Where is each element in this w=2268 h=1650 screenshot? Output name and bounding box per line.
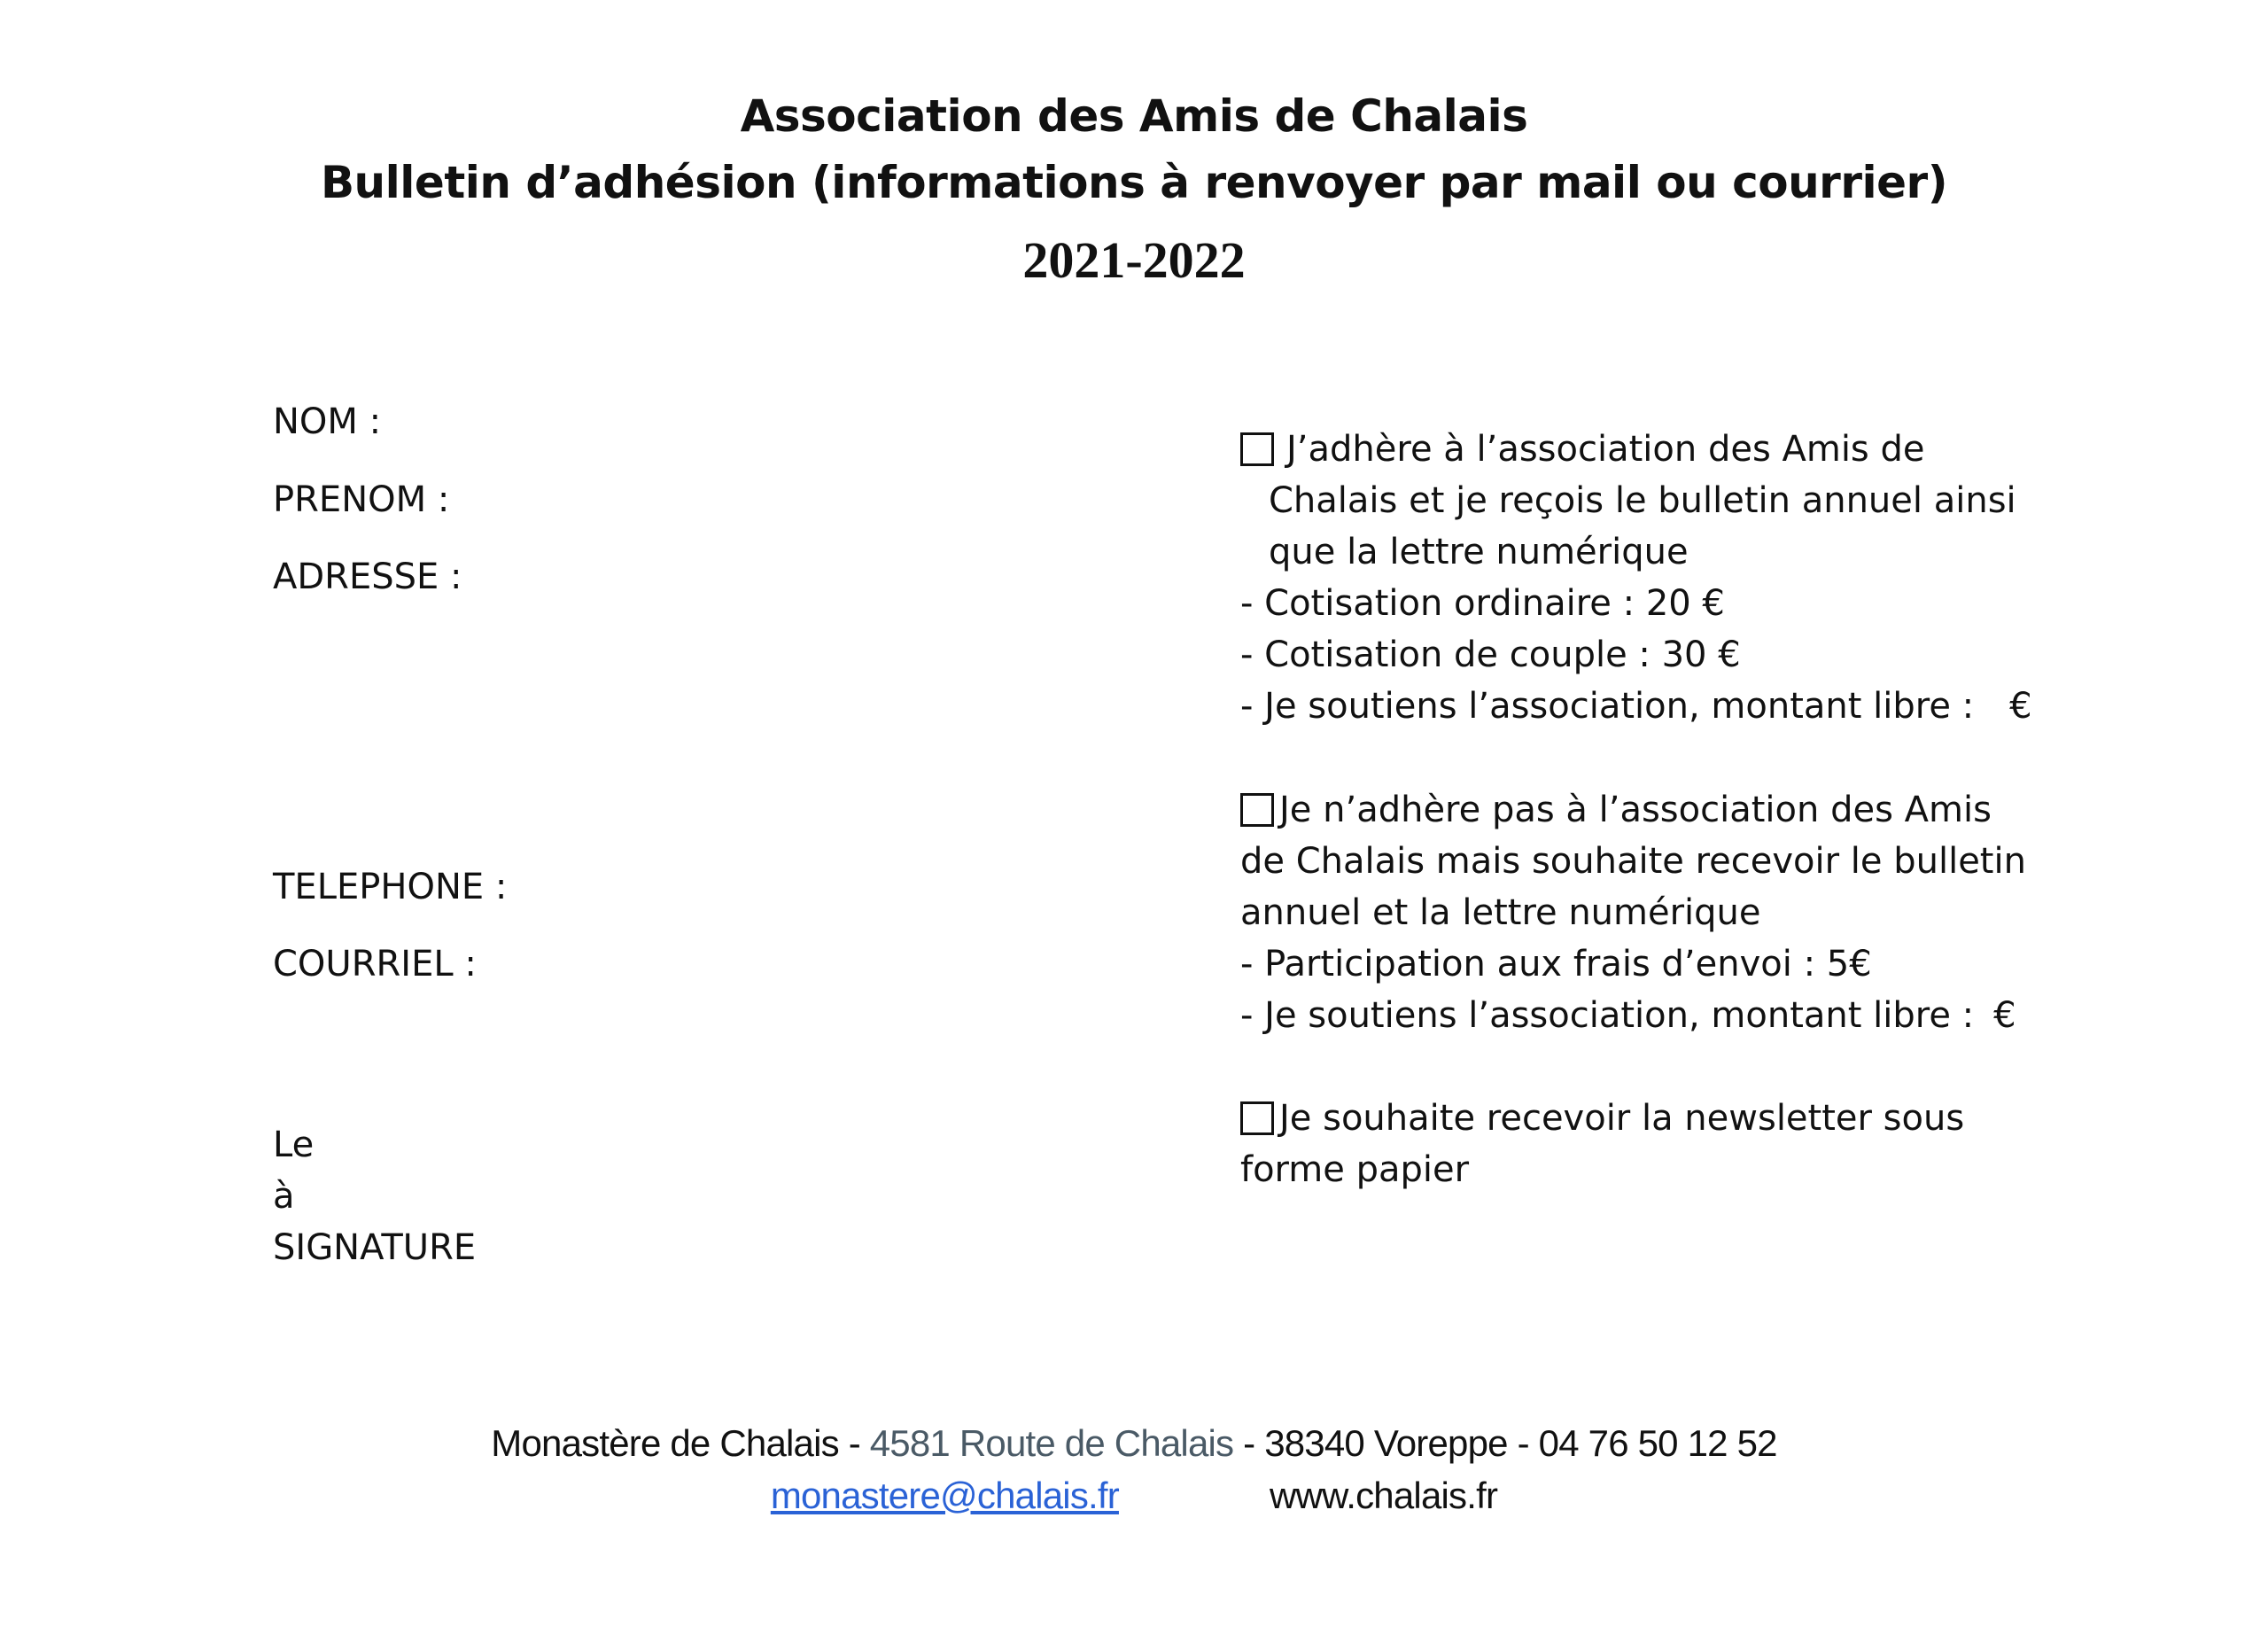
option-bulletin-line1: Je n’adhère pas à l’association des Amis	[1240, 784, 2126, 836]
footer-address	[0, 1422, 2268, 1465]
website-text: www.chalais.fr	[1269, 1475, 1498, 1516]
document-year: 2021-2022	[1022, 231, 1246, 289]
support-amount-label: - Je soutiens l’association, montant libre :	[1240, 995, 1975, 1036]
option-paper-newsletter	[1240, 1093, 2126, 1195]
footer-contact	[0, 1475, 2268, 1517]
bulletin-only-checkbox[interactable]	[1240, 793, 1274, 827]
footer-street: 4581 Route de Chalais	[869, 1422, 1234, 1464]
support-amount-item	[1240, 990, 2126, 1041]
paper-newsletter-checkbox[interactable]	[1240, 1101, 1274, 1135]
option-membership-line1: J’adhère à l’association des Amis de	[1240, 424, 2126, 475]
prenom-label: PRENOM :	[273, 479, 450, 520]
document-title: Association des Amis de Chalais	[740, 90, 1528, 142]
shipping-fee-item: - Participation aux frais d’envoi : 5€	[1240, 944, 1872, 985]
support-amount-euro: €	[1993, 995, 2016, 1036]
footer-name: Monastère de Chalais -	[491, 1422, 870, 1464]
ordinary-fee-item: - Cotisation ordinaire : 20 €	[1240, 583, 1725, 624]
footer-city-phone: - 38340 Voreppe - 04 76 50 12 52	[1233, 1422, 1777, 1464]
option-membership	[1240, 424, 2126, 732]
option-bulletin-only	[1240, 784, 2126, 1041]
email-link[interactable]: monastere@chalais.fr	[770, 1475, 1119, 1516]
free-amount-item	[1240, 681, 2126, 732]
document-subtitle: Bulletin d’adhésion (informations à renvoyer par mail ou courrier)	[320, 157, 1948, 208]
date-label: Le	[273, 1125, 315, 1165]
option-newsletter-line1: Je souhaite recevoir la newsletter sous	[1240, 1093, 2126, 1144]
option-newsletter-line2: forme papier	[1240, 1149, 1470, 1190]
couple-fee-item: - Cotisation de couple : 30 €	[1240, 634, 1741, 675]
courriel-label: COURRIEL :	[273, 944, 477, 985]
option-bulletin-line3: annuel et la lettre numérique	[1240, 892, 1761, 933]
option-bulletin-line2: de Chalais mais souhaite recevoir le bulletin	[1240, 841, 2026, 882]
membership-checkbox[interactable]	[1240, 432, 1274, 466]
option-membership-line2: Chalais et je reçois le bulletin annuel ainsi	[1269, 480, 2016, 521]
free-amount-euro: €	[2009, 686, 2032, 727]
telephone-label: TELEPHONE :	[273, 867, 508, 907]
place-label: à	[273, 1176, 295, 1217]
nom-label: NOM :	[273, 401, 382, 442]
signature-label: SIGNATURE	[273, 1227, 477, 1268]
option-membership-line3: que la lettre numérique	[1269, 532, 1689, 572]
free-amount-label: - Je soutiens l’association, montant libre :	[1240, 686, 1975, 727]
adresse-label: ADRESSE :	[273, 556, 462, 597]
